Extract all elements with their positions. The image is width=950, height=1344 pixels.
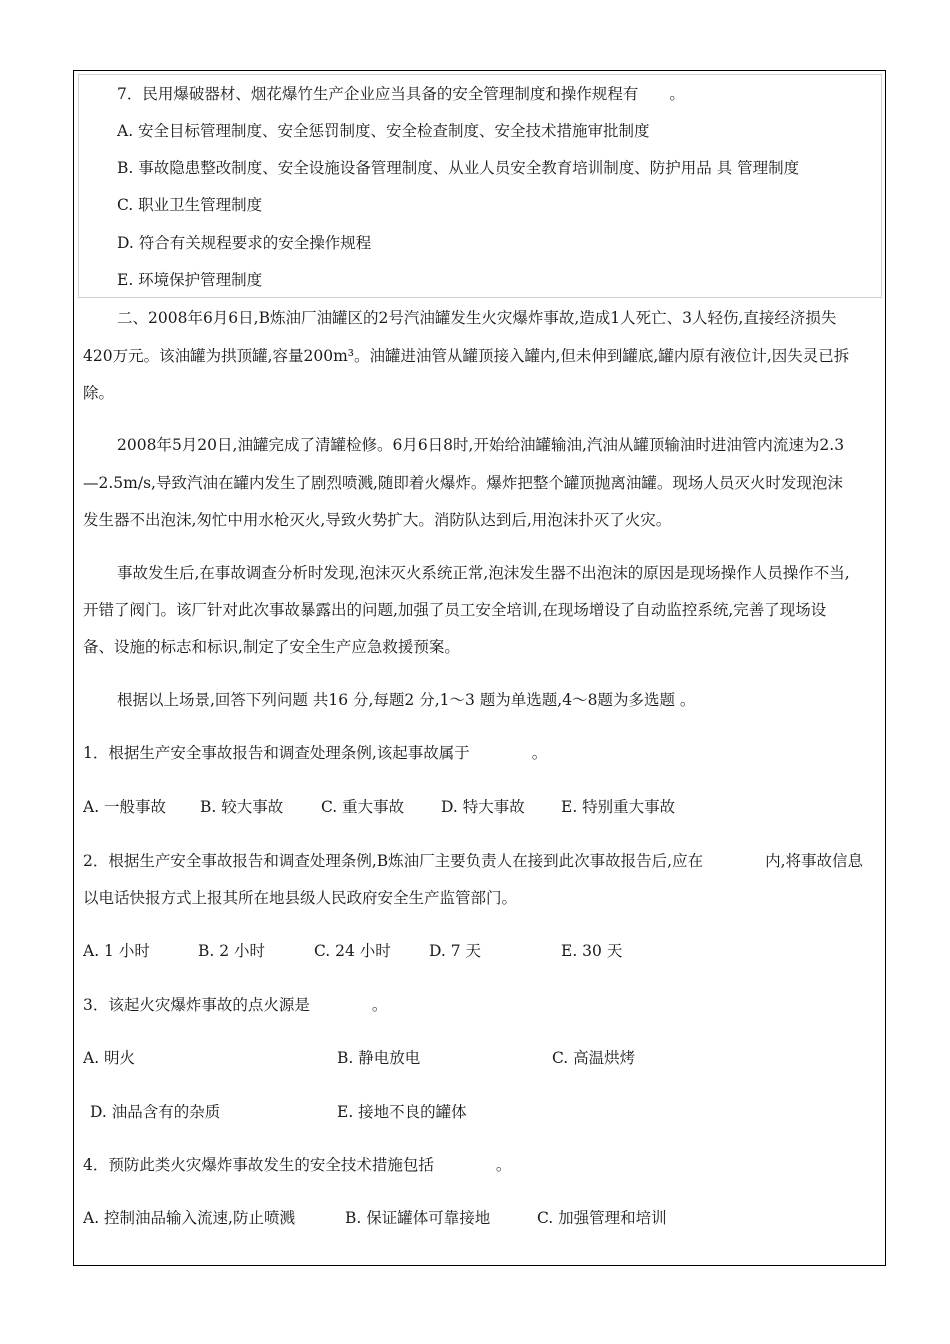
case-p3-line1: 事故发生后,在事故调查分析时发现,泡沫灭火系统正常,泡沫发生器不出泡沫的原因是现场操作人员操作不当, (117, 564, 850, 582)
q4-option-b: B. 保证罐体可靠接地 (345, 1209, 491, 1227)
case-p1-line3: 除。 (83, 384, 115, 402)
case-p1-line1: 二、2008年6月6日,B炼油厂油罐区的2号汽油罐发生火灾爆炸事故,造成1人死亡、3人轻伤,直接经济损失 (117, 309, 837, 327)
q3-option-b: B. 静电放电 (337, 1049, 421, 1067)
q2-option-c: C. 24 小时 (314, 942, 391, 960)
q7-option-a: A. 安全目标管理制度、安全惩罚制度、安全检查制度、安全技术措施审批制度 (117, 122, 650, 140)
case-p2-line3: 发生器不出泡沫,匆忙中用水枪灭火,导致火势扩大。消防队达到后,用泡沫扑灭了火灾。 (83, 511, 672, 529)
case-p1-line2: 420万元。该油罐为拱顶罐,容量200m³。油罐进油管从罐顶接入罐内,但未伸到罐底,罐内原有液位计,因失灵已拆 (83, 347, 850, 365)
q1-option-e: E. 特别重大事故 (561, 798, 676, 816)
q4-stem: 4．预防此类火灾爆炸事故发生的安全技术措施包括 。 (83, 1156, 512, 1174)
q1-option-d: D. 特大事故 (441, 798, 525, 816)
q1-option-a: A. 一般事故 (83, 798, 167, 816)
q7-option-c: C. 职业卫生管理制度 (117, 196, 263, 214)
case-p3-line3: 备、设施的标志和标识,制定了安全生产应急救援预案。 (83, 638, 460, 656)
q2-stem-line2: 以电话快报方式上报其所在地县级人民政府安全生产监管部门。 (83, 889, 518, 907)
q4-option-c: C. 加强管理和培训 (537, 1209, 667, 1227)
q3-stem: 3．该起火灾爆炸事故的点火源是 。 (83, 996, 388, 1014)
questions-intro: 根据以上场景,回答下列问题 共16 分,每题2 分,1～3 题为单选题,4～8题为多选题 。 (117, 691, 696, 709)
q3-option-a: A. 明火 (83, 1049, 136, 1067)
case-p3-line2: 开错了阀门。该厂针对此次事故暴露出的问题,加强了员工安全培训,在现场增设了自动监控系统,完善了现场设 (83, 601, 827, 619)
q7-option-e: E. 环境保护管理制度 (117, 271, 263, 289)
case-p2-line2: —2.5m/s,导致汽油在罐内发生了剧烈喷溅,随即着火爆炸。爆炸把整个罐顶抛离油罐。现场人员灭火时发现泡沫 (83, 474, 843, 492)
q1-option-c: C. 重大事故 (321, 798, 405, 816)
q7-stem: 7．民用爆破器材、烟花爆竹生产企业应当具备的安全管理制度和操作规程有 。 (117, 85, 685, 103)
q1-stem: 1．根据生产安全事故报告和调查处理条例,该起事故属于 。 (83, 744, 548, 762)
q1-option-b: B. 较大事故 (200, 798, 284, 816)
q2-option-d: D. 7 天 (429, 942, 482, 960)
q2-stem-line1: 2．根据生产安全事故报告和调查处理条例,B炼油厂主要负责人在接到此次事故报告后,应在 内,将事故信息 (83, 852, 864, 870)
case-p2-line1: 2008年5月20日,油罐完成了清罐检修。6月6日8时,开始给油罐输油,汽油从罐顶输油时进油管内流速为2.3 (117, 436, 845, 454)
q4-option-a: A. 控制油品输入流速,防止喷溅 (83, 1209, 295, 1227)
q3-option-c: C. 高温烘烤 (552, 1049, 636, 1067)
q3-option-d: D. 油品含有的杂质 (90, 1103, 221, 1121)
q3-option-e: E. 接地不良的罐体 (337, 1103, 467, 1121)
q2-option-a: A. 1 小时 (83, 942, 150, 960)
q2-option-e: E. 30 天 (561, 942, 623, 960)
q7-option-b: B. 事故隐患整改制度、安全设施设备管理制度、从业人员安全教育培训制度、防护用品 具 管理制度 (117, 159, 800, 177)
question-7-box (78, 74, 882, 298)
q2-option-b: B. 2 小时 (198, 942, 266, 960)
q7-option-d: D. 符合有关规程要求的安全操作规程 (117, 234, 372, 252)
